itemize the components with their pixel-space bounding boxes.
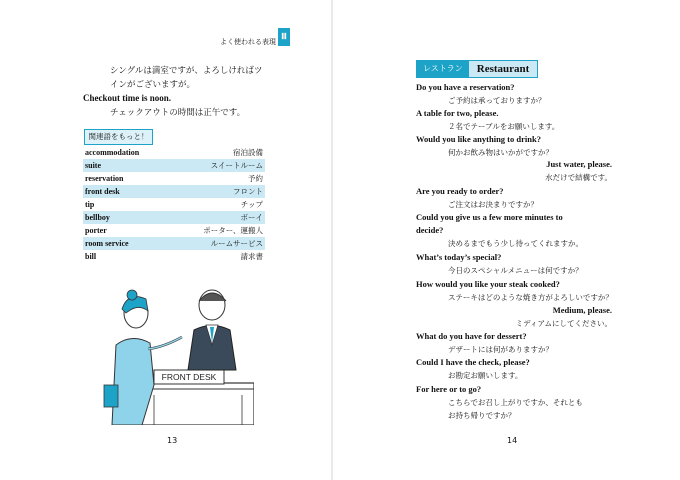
vocab-english: tip (85, 200, 95, 209)
vocab-english: porter (85, 226, 107, 235)
phrase-english: Could I have the check, please? (416, 357, 530, 367)
vocab-japanese: フロント (233, 187, 263, 196)
vocab-japanese: ボーイ (240, 213, 263, 222)
vocab-japanese: 宿泊設備 (233, 148, 263, 157)
phrase-japanese: ２名でテーブルをお願いします。 (448, 122, 560, 131)
section-tag (416, 60, 538, 78)
phrase-english: Medium, please. (552, 305, 612, 315)
phrase-english: Could you give us a few more minutes to (416, 212, 563, 222)
section-tag-jp: レストラン (417, 61, 469, 77)
phrase-japanese: こちらでお召し上がりですか、それとも (448, 398, 583, 407)
dialog-line-2: インがございますが。 (110, 80, 196, 90)
phrase-english: Do you have a reservation? (416, 82, 515, 92)
phrase-japanese: ミディアムにしてください。 (515, 319, 612, 328)
phrase-japanese: チェックアウトの時間は正午です。 (110, 108, 246, 118)
front-desk-illustration (94, 285, 254, 425)
vocab-english: reservation (85, 174, 124, 183)
vocab-japanese: チップ (240, 200, 263, 209)
phrase-english: Would you like anything to drink? (416, 134, 541, 144)
vocab-japanese: 予約 (248, 174, 263, 183)
page-number-right: 14 (507, 436, 518, 445)
vocab-english: suite (85, 161, 101, 170)
phrase-english: A table for two, please. (416, 108, 499, 118)
vocab-row (83, 146, 265, 159)
phrase-japanese: 今日のスペシャルメニューは何ですか？ (448, 266, 583, 275)
phrase-japanese: 水だけで結構です。 (545, 173, 612, 182)
vocab-english: bill (85, 252, 97, 261)
vocab-japanese: ポーター、運搬人 (203, 226, 263, 235)
dialog-line-1: シングルは満室ですが、よろしければツ (110, 66, 263, 76)
phrase-english: Checkout time is noon. (83, 93, 172, 103)
page-number-left: 13 (167, 436, 178, 445)
phrase-japanese: デザートには何がありますか？ (448, 345, 553, 354)
vocab-english: room service (85, 239, 129, 248)
vocab-row (83, 185, 265, 198)
phrase-japanese-cont: お持ち帰りですか？ (448, 411, 516, 420)
vocab-row (83, 250, 265, 263)
vocab-row (83, 172, 265, 185)
phrase-japanese: ご注文はお決まりですか？ (448, 200, 538, 209)
phrase-japanese: ステーキはどのような焼き方がよろしいですか？ (448, 293, 613, 302)
right-page (333, 0, 680, 480)
vocab-english: front desk (85, 187, 120, 196)
vocab-row (83, 198, 265, 211)
vocab-japanese: 請求書 (240, 252, 263, 261)
vocab-row (83, 159, 265, 172)
front-desk-sign: FRONT DESK (161, 372, 217, 382)
phrase-japanese: 何かお飲み物はいかがですか？ (448, 148, 553, 157)
left-page (0, 0, 331, 480)
vocab-english: accommodation (85, 148, 140, 157)
phrase-english-cont: decide? (416, 225, 444, 235)
phrase-english: For here or to go? (416, 384, 482, 394)
related-words-title: 関連語をもっと！ (84, 129, 153, 145)
phrase-english: Just water, please. (546, 159, 612, 169)
phrase-english: What do you have for dessert? (416, 331, 527, 341)
vocab-row (83, 237, 265, 250)
phrase-japanese: お勘定お願いします。 (448, 371, 523, 380)
section-tag-en: Restaurant (469, 61, 538, 77)
vocab-japanese: ルームサービス (210, 239, 263, 248)
vocab-row (83, 211, 265, 224)
running-header: よく使われる表現 (220, 38, 276, 46)
vocab-japanese: スイートルーム (210, 161, 263, 170)
vocab-row (83, 224, 265, 237)
phrase-japanese: ご予約は承っておりますか？ (448, 96, 546, 105)
phrase-english: How would you like your steak cooked? (416, 279, 560, 289)
phrase-english: Are you ready to order? (416, 186, 504, 196)
phrase-english: What’s today’s special? (416, 252, 502, 262)
vocab-english: bellboy (85, 213, 110, 222)
phrase-japanese: 決めるまでもう少し待ってくれますか。 (448, 239, 583, 248)
chapter-badge: Ⅲ (278, 28, 290, 46)
